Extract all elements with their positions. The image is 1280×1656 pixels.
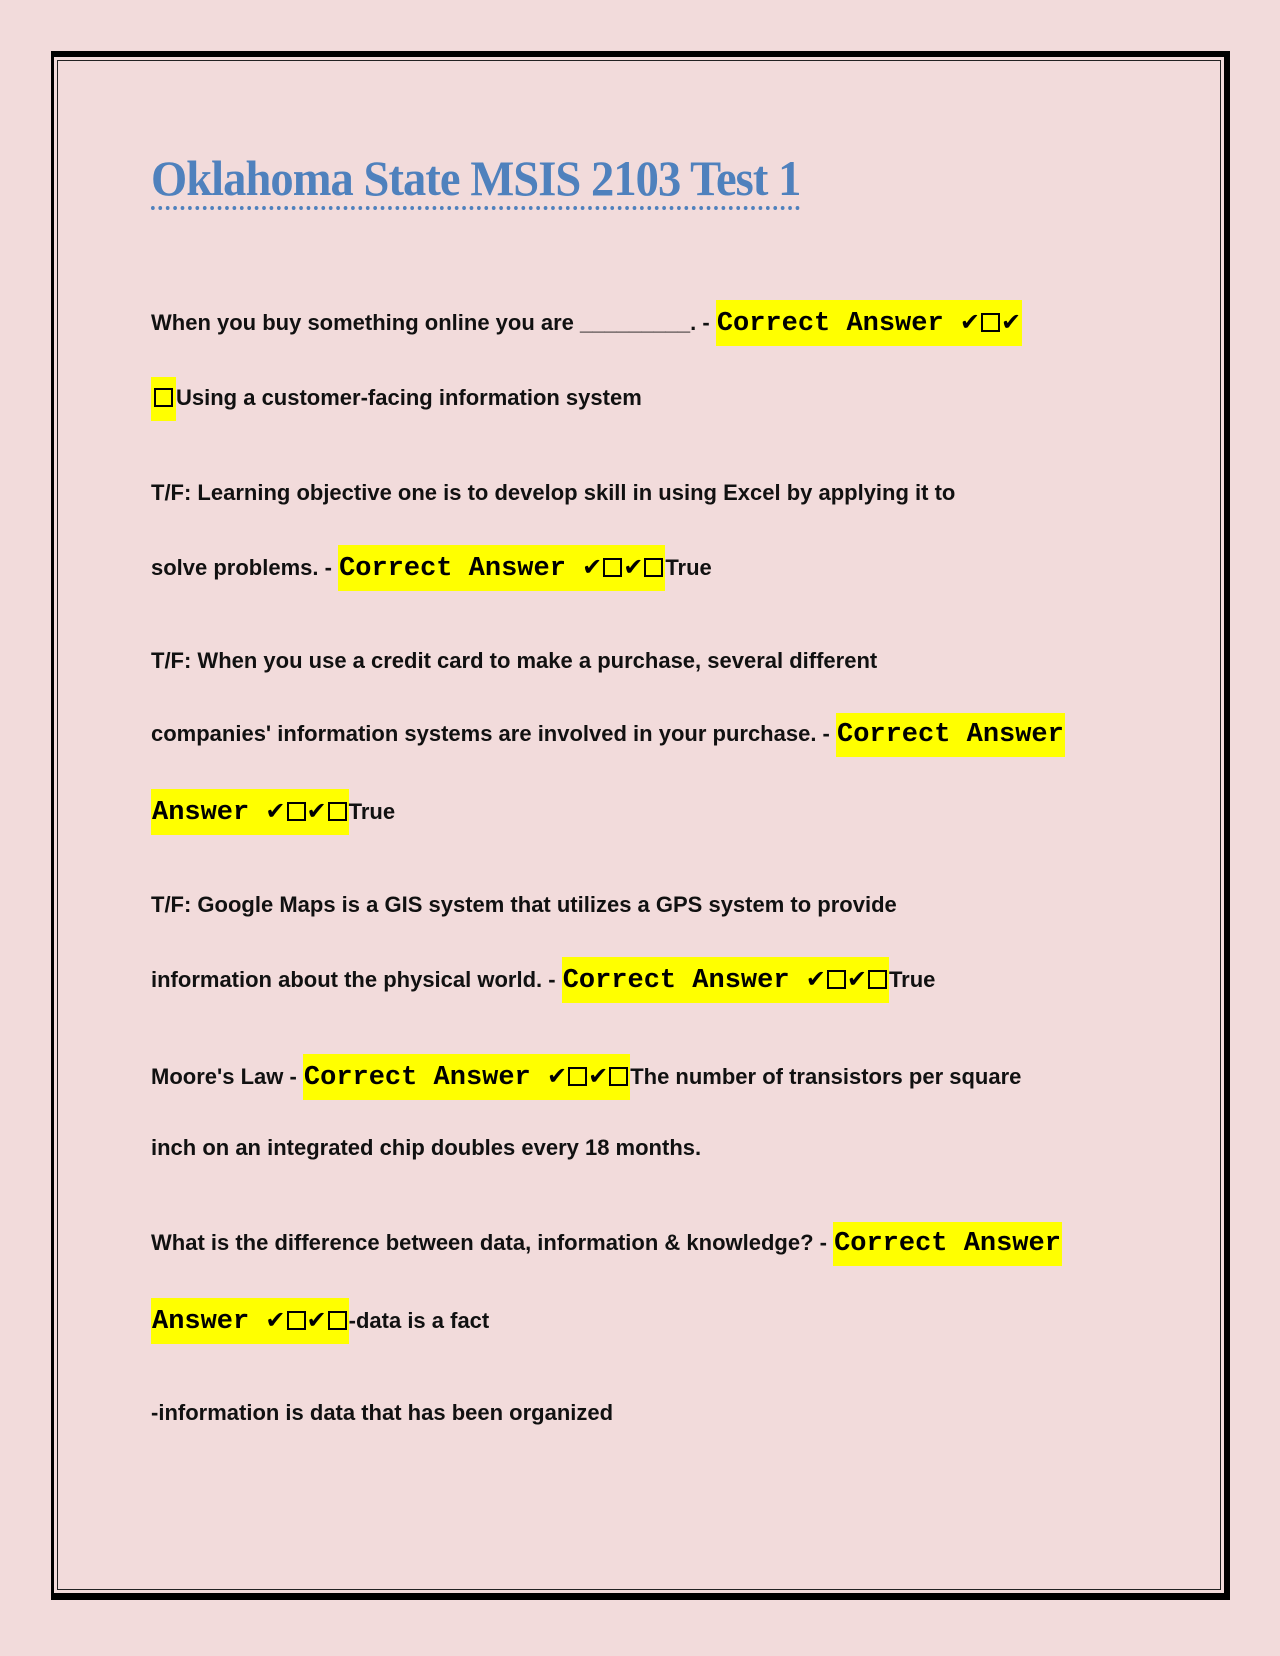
check-icon: ✔	[265, 797, 286, 825]
box-icon	[827, 970, 846, 989]
question-text: Moore's Law -	[151, 1064, 303, 1089]
correct-answer-label: Correct Answer	[339, 554, 566, 584]
box-icon	[287, 802, 306, 821]
correct-answer-highlight	[833, 1222, 1062, 1266]
question-3	[151, 641, 877, 681]
question-text: T/F: When you use a credit card to make a purchase, several different	[151, 648, 878, 673]
answer-text: inch on an integrated chip doubles every 18 months.	[151, 1135, 702, 1160]
question-1	[151, 300, 1022, 340]
question-text: information about the physical world. -	[151, 967, 562, 992]
answer-text: The number of transistors per square	[630, 1064, 1022, 1089]
correct-answer-label: Correct Answer	[834, 1229, 1061, 1259]
check-icon: ✔	[582, 553, 603, 581]
box-highlight	[151, 377, 176, 421]
check-icon: ✔	[546, 1062, 568, 1090]
question-4	[151, 885, 897, 925]
question-text: What is the difference between data, information & knowledge? -	[151, 1230, 834, 1255]
question-4-cont	[151, 957, 935, 997]
answer-6	[151, 1298, 489, 1338]
correct-answer-highlight	[716, 300, 1022, 346]
answer-3	[151, 789, 395, 829]
correct-answer-label: Correct Answer	[562, 966, 790, 996]
correct-answer-highlight: Answer ✔ ✔	[151, 1298, 349, 1344]
box-icon	[328, 1311, 347, 1330]
question-text: T/F: Google Maps is a GIS system that utilizes a GPS system to provide	[151, 892, 897, 917]
question-6	[151, 1222, 1062, 1262]
check-icon: ✔	[588, 1062, 609, 1090]
box-icon	[154, 388, 173, 407]
answer-text: True	[665, 555, 712, 580]
correct-answer-highlight: Answer ✔ ✔	[151, 789, 349, 835]
question-text: companies' information systems are involved in your purchase. -	[151, 721, 836, 746]
check-icon: ✔	[846, 965, 867, 993]
correct-answer-label: Correct Answer	[303, 1063, 531, 1093]
check-icon: ✔	[306, 797, 327, 825]
answer-text: -information is data that has been organized	[151, 1400, 614, 1425]
answer-text: -data is a fact	[348, 1308, 490, 1333]
box-icon	[868, 970, 887, 989]
check-icon: ✔	[306, 1306, 327, 1334]
box-icon	[568, 1067, 587, 1086]
box-icon	[644, 558, 663, 577]
answer-1	[151, 377, 642, 417]
check-icon: ✔	[623, 553, 644, 581]
question-3-cont	[151, 713, 1065, 753]
answer-text: True	[348, 799, 396, 824]
question-2-cont	[151, 545, 712, 585]
answer-text: True	[888, 967, 936, 992]
check-icon: ✔	[265, 1306, 286, 1334]
answer-text: Using a customer-facing information system	[176, 385, 642, 410]
check-icon: ✔	[805, 965, 826, 993]
correct-answer-highlight	[303, 1054, 630, 1100]
question-text: solve problems. -	[151, 555, 339, 580]
answer-6-cont	[151, 1393, 613, 1433]
document-title: Oklahoma State MSIS 2103 Test 1	[151, 150, 800, 210]
correct-answer-highlight	[836, 713, 1065, 757]
question-5	[151, 1054, 1021, 1094]
question-text: T/F: Learning objective one is to develop skill in using Excel by applying it to	[151, 480, 956, 505]
correct-answer-highlight	[562, 957, 889, 1003]
box-icon	[287, 1311, 306, 1330]
question-2	[151, 473, 955, 513]
correct-answer-label: Correct Answer	[716, 309, 944, 339]
question-text: When you buy something online you are _________. -	[151, 310, 716, 335]
check-icon: ✔	[959, 308, 980, 336]
correct-answer-highlight	[338, 545, 665, 591]
check-icon: ✔	[1000, 308, 1022, 336]
correct-answer-label: Correct Answer	[837, 720, 1064, 750]
box-icon	[328, 802, 347, 821]
box-icon	[981, 313, 1000, 332]
box-icon	[609, 1067, 628, 1086]
answer-5-cont	[151, 1128, 701, 1168]
box-icon	[603, 558, 622, 577]
